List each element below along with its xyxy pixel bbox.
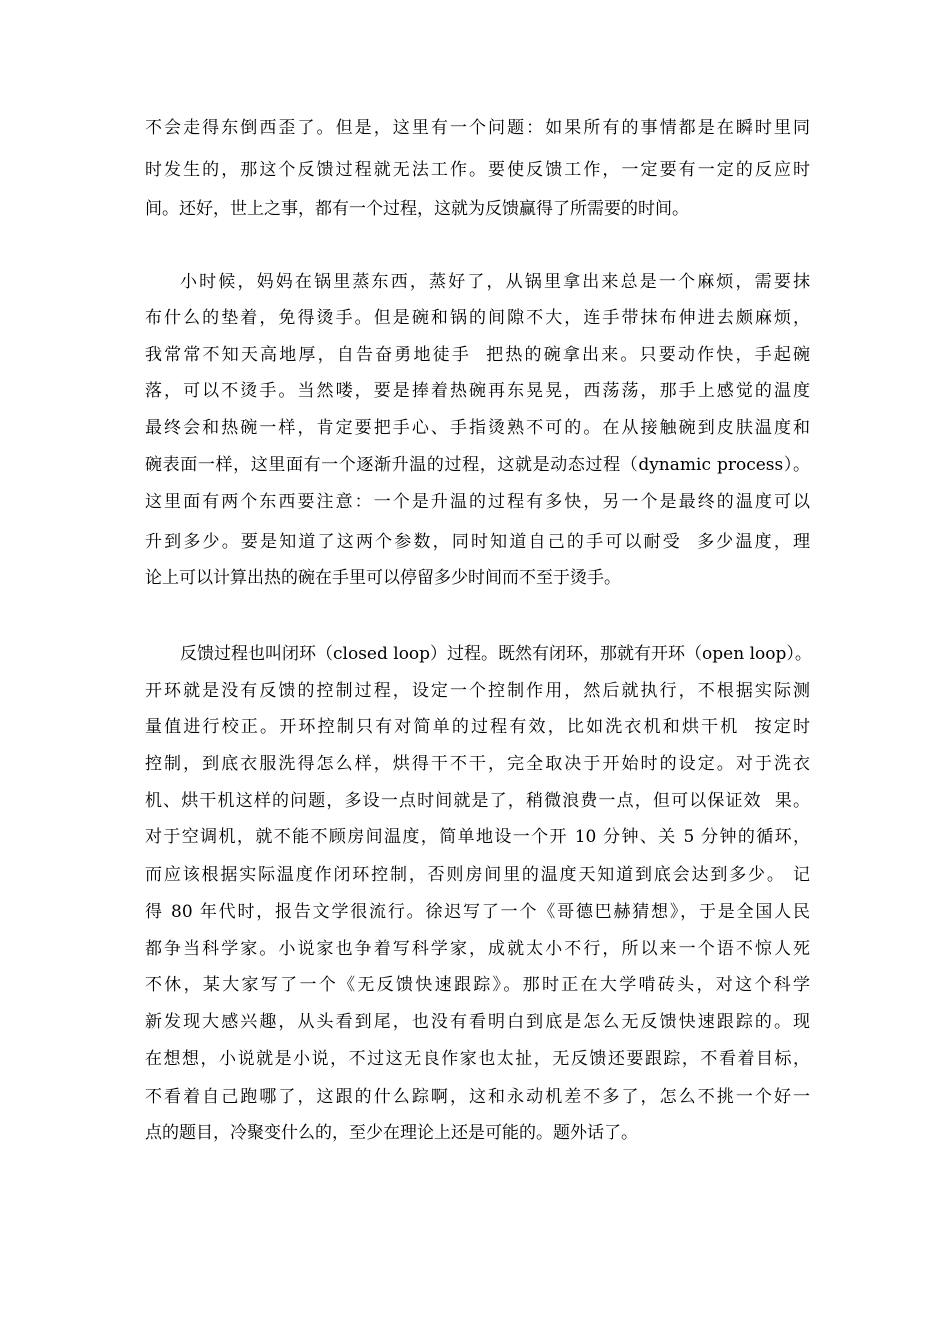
- paragraph-line: 量值进行校正。开环控制只有对简单的过程有效，比如洗衣机和烘干机 按定时: [145, 717, 810, 737]
- paragraph-line: 开环就是没有反馈的控制过程，设定一个控制作用，然后就执行，不根据实际测: [145, 681, 810, 701]
- paragraph-line: 时发生的，那这个反馈过程就无法工作。要使反馈工作，一定要有一定的反应时: [145, 160, 810, 180]
- paragraph-line: 布什么的垫着，免得烫手。但是碗和锅的间隙不大，连手带抹布伸进去颇麻烦，: [145, 308, 810, 328]
- paragraph-line: 不休，某大家写了一个《无反馈快速跟踪》。那时正在大学啃砖头，对这个科学: [145, 975, 810, 995]
- paragraph-line: 不看着自己跑哪了，这跟的什么踪啊，这和永动机差不多了，怎么不挑一个好一: [145, 1087, 810, 1107]
- paragraph-line: 对于空调机，就不能不顾房间温度，简单地设一个开 10 分钟、关 5 分钟的循环，: [145, 827, 810, 847]
- paragraph-line: 间。还好，世上之事，都有一个过程，这就为反馈赢得了所需要的时间。: [145, 199, 689, 219]
- paragraph-line: 点的题目，冷聚变什么的，至少在理论上还是可能的。题外话了。: [145, 1123, 638, 1143]
- paragraph-line: 新发现大感兴趣，从头看到尾，也没有看明白到底是怎么无反馈快速跟踪的。现: [145, 1012, 810, 1032]
- paragraph-line: 反馈过程也叫闭环（closed loop）过程。既然有闭环，那就有开环（open loop）。: [180, 644, 812, 664]
- paragraph-line: 得 80 年代时，报告文学很流行。徐迟写了一个《哥德巴赫猜想》，于是全国人民: [145, 902, 810, 922]
- paragraph-line: 不会走得东倒西歪了。但是，这里有一个问题：如果所有的事情都是在瞬时里同: [145, 118, 810, 138]
- paragraph-line: 机、烘干机这样的问题，多设一点时间就是了，稍微浪费一点，但可以保证效 果。: [145, 791, 810, 811]
- paragraph-line: 都争当科学家。小说家也争着写科学家，成就太小不行，所以来一个语不惊人死: [145, 939, 810, 959]
- paragraph-line: 这里面有两个东西要注意：一个是升温的过程有多快，另一个是最终的温度可以: [145, 492, 810, 512]
- paragraph-line: 碗表面一样，这里面有一个逐渐升温的过程，这就是动态过程（dynamic process）。: [145, 455, 810, 475]
- paragraph-line: 而应该根据实际温度作闭环控制，否则房间里的温度天知道到底会达到多少。 记: [145, 865, 810, 885]
- paragraph-line: 我常常不知天高地厚，自告奋勇地徒手 把热的碗拿出来。只要动作快，手起碗: [145, 345, 810, 365]
- paragraph-line: 论上可以计算出热的碗在手里可以停留多少时间而不至于烫手。: [145, 568, 621, 588]
- paragraph-line: 落，可以不烫手。当然喽，要是捧着热碗再东晃晃，西荡荡，那手上感觉的温度: [145, 381, 810, 401]
- paragraph-line: 最终会和热碗一样，肯定要把手心、手指烫熟不可的。在从接触碗到皮肤温度和: [145, 418, 810, 438]
- paragraph-line: 升到多少。要是知道了这两个参数，同时知道自己的手可以耐受 多少温度，理: [145, 532, 810, 552]
- paragraph-line: 在想想，小说就是小说，不过这无良作家也太扯，无反馈还要跟踪，不看着目标，: [145, 1049, 810, 1069]
- paragraph-line: 控制，到底衣服洗得怎么样，烘得干不干，完全取决于开始时的设定。对于洗衣: [145, 754, 810, 774]
- paragraph-line: 小时候，妈妈在锅里蒸东西，蒸好了，从锅里拿出来总是一个麻烦，需要抹: [180, 272, 810, 292]
